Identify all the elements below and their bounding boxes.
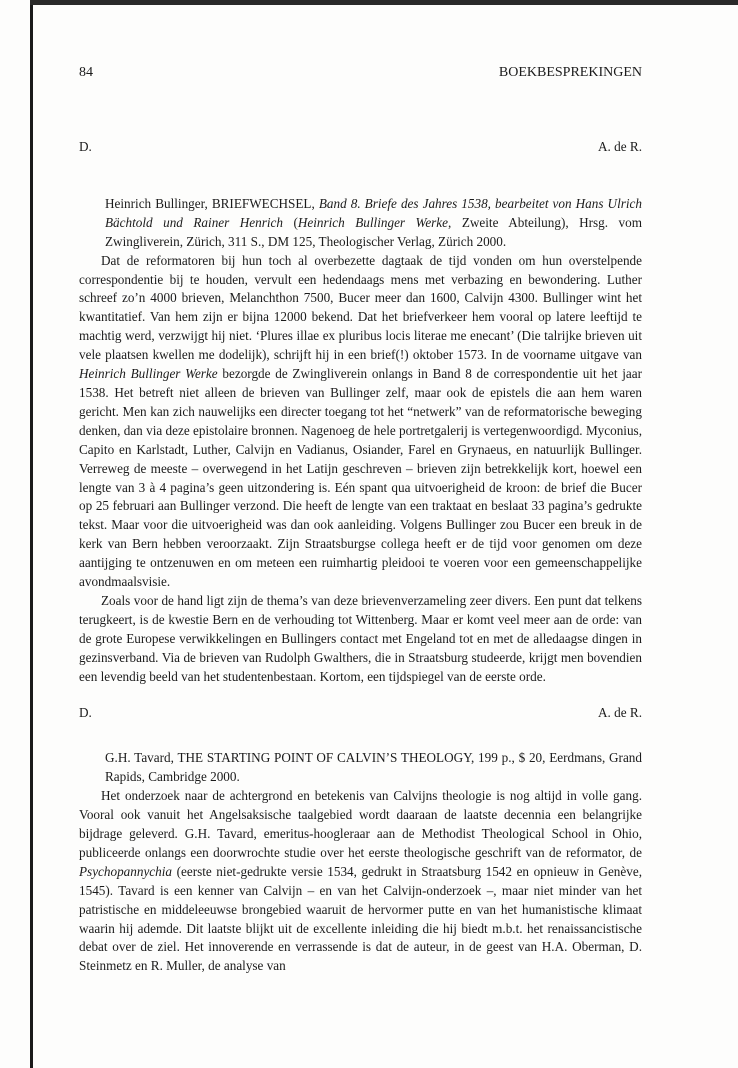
review-tavard [79,749,642,976]
review-citation: G.H. Tavard, THE STARTING POINT OF CALVIN’S THEOLOGY, 199 p., $ 20, Eerdmans, Grand Rapids, Cambridge 2000. [105,750,642,785]
citation-italic-title: Band 8. Briefe des Jahres 1538, bearbeitet von Hans Ulrich Bächtold und Rainer Henrich [105,195,642,230]
running-header [79,64,642,82]
paragraph-italic: Psychopannychia [79,863,173,879]
citation-text: Heinrich Bullinger, BRIEFWECHSEL, [105,195,319,211]
review-paragraph [79,787,642,976]
signature-review-bullinger [79,704,642,723]
page-number: 84 [79,65,93,80]
review-bullinger [79,195,642,687]
review-paragraph: Zoals voor de hand ligt zijn de thema’s van deze brievenverzameling zeer divers. Een punt dat telkens terugkeert, is de kwestie Bern en de verhouding tot Wittenberg. Maar er komt veel meer aan de orde: van de grote Europese verwikkelingen en Bullingers contact met Engeland tot en met de alledaagse dingen in gezinsverband. Via de brieven van Rudolph Gwalthers, die in Straatsburg studeerde, krijgt men bovendien een levendig beeld van het studentenbestaan. Kortom, een tijdspiegel van de eerste orde. [79,592,642,684]
citation-text: ( [282,214,298,230]
paragraph-text: (eerste niet-gedrukte versie 1534, gedrukt in Straatsburg 1542 en opnieuw in Genève, 1545). Tavard is een kenner van Calvijn – en van het Calvijn-onderzoek –, maar niet minder van het patristische en middeleeuwse brongebied waaruit de hervormer putte en van het humanistische klimaat waarin hij ademde. Dit laatste blijkt uit de excellente inleiding die hij biedt m.b.t. het renaissancistische debat over de ziel. Het innoverende en verrassende is dat de auteur, in de geest van H.A. Oberman, D. Steinmetz en R. Muller, de analyse van [79,863,642,974]
signature-previous-review [79,138,642,157]
paragraph-text: bezorgde de Zwingliverein onlangs in Band 8 de correspondentie uit het jaar 1538. Het betreft niet alleen de brieven van Bullinger zelf, maar ook de epistels die aan hem waren gericht. Men kan zich nauwelijks een directer toegang tot het “netwerk” van de reformatorische beweging denken, dan via deze epistolaire bronnen. Nagenoeg de hele portretgalerij is vertegenwoordigd. Myconius, Capito en Karlstadt, Luther, Calvijn en Vadianus, Osiander, Farel en Grynaeus, en natuurlijk Bullinger. Verreweg de meeste – overwegend in het Latijn geschreven – brieven zijn betrekkelijk kort, hoewel een lengte van 3 à 4 pagina’s geen uitzondering is. Eén spant qua uitvoerigheid de kroon: de brief die Bucer op 25 februari aan Bullinger verzond. Die heeft de lengte van een traktaat en beslaat 33 pagina’s gedrukte tekst. Maar voor die uitvoerigheid was dan ook aanleiding. Volgens Bullinger zou Bucer een breuk in de kerk van Bern hebben veroorzaakt. Zijn Straatsburgse collega heeft er de tijd voor genomen om deze aantijging te ontzenuwen en om meteen een ruimhartig pleidooi te voeren voor een gemeenschappelijke avondmaalsvisie. [79,366,642,590]
page-content [79,64,642,976]
review-paragraph [79,252,642,592]
scan-edge-top [30,0,738,5]
review-citation [79,195,642,252]
citation-text: , Zweite Abteilung), Hrsg. vom Zwingliverein, Zürich, 311 S., DM 125, Theologischer Verlag, Zürich 2000. [105,214,642,249]
running-title: BOEKBESPREKINGEN [498,65,642,80]
citation-italic-series: Heinrich Bullinger Werke [297,214,449,230]
paragraph-text: Dat de reformatoren bij hun toch al overbezette dagtaak de tijd vonden om hun overstelpende correspondentie bij te houden, vervult een hedendaags mens met verbazing en bewondering. Luther schreef zo’n 4000 brieven, Melanchthon 7500, Bucer meer dan 1600, Calvijn 4300. Bullinger wint het kwantitatief. Van hem zijn er bijna 12000 bekend. Dat het briefverkeer hem vooral op latere leeftijd te machtig werd, verzwijgt hij niet. ‘Plures illae ex pluribus locis literae me enecant’ (Die talrijke brieven uit vele plaatsen kwellen me dodelijk), schrijft hij in een brief(!) oktober 1573. In de voorname uitgave van [79,252,642,363]
signature-initial: D. [79,139,92,154]
paragraph-text: Het onderzoek naar de achtergrond en betekenis van Calvijns theologie is nog altijd in volle gang. Vooral ook vanuit het Angelsaksische taalgebied wordt daaraan de laatste decennia een belangrijke bijdrage geleverd. G.H. Tavard, emeritus-hoogleraar aan de Methodist Theological School in Ohio, publiceerde onlangs een doorwrochte studie over het eerste theologische geschrift van de reformator, de [79,788,642,860]
signature-author: A. de R. [598,139,642,154]
scan-edge-left [30,0,33,1068]
paragraph-italic: Heinrich Bullinger Werke [79,366,218,382]
signature-initial: D. [79,705,92,721]
signature-author: A. de R. [598,705,642,721]
